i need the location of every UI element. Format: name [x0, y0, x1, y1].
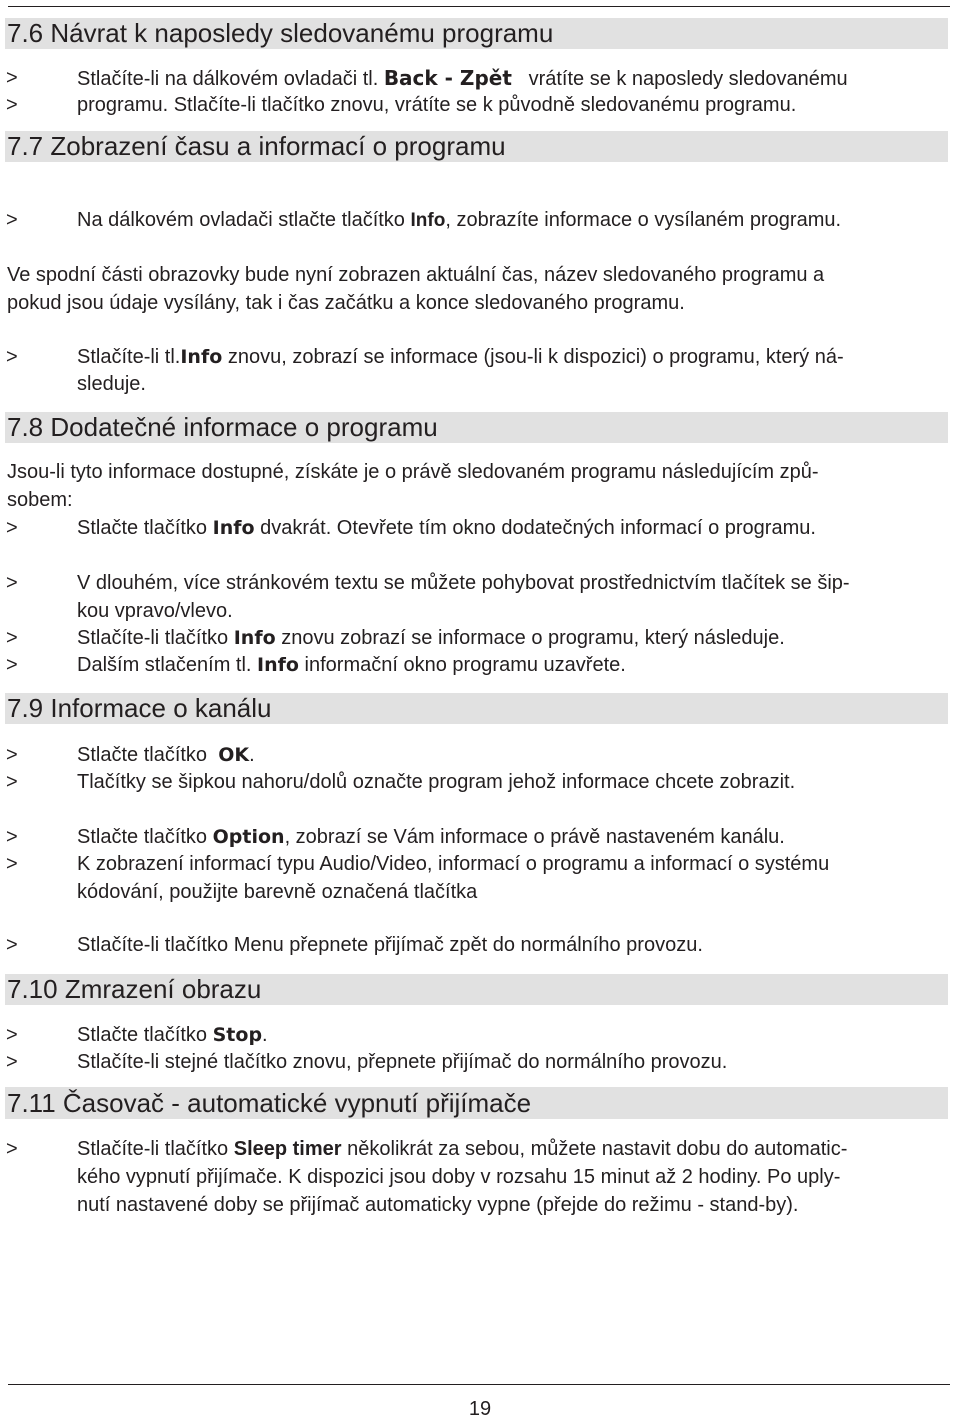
item-text: Na dálkovém ovladači stlačte tlačítko	[77, 209, 405, 231]
bullet-marker: >	[6, 346, 18, 368]
item-text: kódování, použijte barevně označená tlačítka	[77, 881, 478, 903]
item-text: .	[249, 744, 255, 766]
item-text: Stlačíte-li tlačítko	[77, 1138, 229, 1160]
bullet-marker: >	[6, 853, 18, 875]
section-heading-7-10: 7.10 Zmrazení obrazu	[5, 974, 948, 1005]
bullet-marker: >	[6, 1051, 18, 1073]
section-heading-7-8: 7.8 Dodatečné informace o programu	[5, 412, 948, 443]
button-name-info: Info	[410, 210, 446, 231]
item-text: programu. Stlačíte-li tlačítko znovu, vrátíte se k původně sledovanému programu.	[77, 94, 797, 116]
item-text: .	[262, 1024, 268, 1046]
bullet-marker: >	[6, 826, 18, 848]
button-name-info: Info	[257, 654, 299, 676]
bullet-marker: >	[6, 572, 18, 594]
item-text: vrátíte se k naposledy sledovanému	[528, 68, 848, 90]
item-text: Stlačte tlačítko	[77, 517, 208, 539]
item-text: Stlačíte-li stejné tlačítko znovu, přepnete přijímač do normálního provozu.	[77, 1051, 728, 1073]
item-text: V dlouhém, více stránkovém textu se můžete pohybovat prostřednictvím tlačítek se šip-	[77, 572, 850, 594]
paragraph	[7, 261, 947, 317]
button-name-info: Info	[180, 346, 223, 368]
button-name-info: Info	[233, 627, 276, 649]
item-text: , zobrazíte informace o vysílaném programu.	[445, 209, 842, 231]
paragraph-line: Ve spodní části obrazovky bude nyní zobrazen aktuální čas, název sledovaného programu a	[7, 264, 825, 286]
item-text: Stlačíte-li tlačítko Menu přepnete přijímač zpět do normálního provozu.	[77, 934, 703, 956]
bullet-marker: >	[6, 94, 18, 116]
bullet-marker: >	[6, 654, 18, 676]
item-text: Stlačte tlačítko	[77, 744, 208, 766]
paragraph-line: sobem:	[7, 489, 73, 511]
bullet-marker: >	[6, 771, 18, 793]
button-name-info: Info	[212, 517, 255, 539]
top-rule	[8, 6, 950, 7]
paragraph-line: pokud jsou údaje vysílány, tak i čas začátku a konce sledovaného programu.	[7, 292, 685, 314]
item-text: Dalším stlačením tl.	[77, 654, 252, 676]
item-text: kou vpravo/vlevo.	[77, 600, 233, 622]
item-text: Stlačte tlačítko	[77, 826, 208, 848]
bullet-marker: >	[6, 627, 18, 649]
bullet-marker: >	[6, 1024, 18, 1046]
button-name-option: Option	[212, 826, 285, 848]
section-heading-7-6: 7.6 Návrat k naposledy sledovanému programu	[5, 18, 948, 49]
item-text: Stlačte tlačítko	[77, 1024, 208, 1046]
item-text: , zobrazí se Vám informace o právě nastaveném kanálu.	[284, 826, 785, 848]
item-text: Stlačíte-li na dálkovém ovladači tl.	[77, 68, 379, 90]
item-text: sleduje.	[77, 373, 146, 395]
item-text: znovu, zobrazí se informace (jsou-li k dispozici) o programu, který ná-	[227, 346, 844, 368]
item-text: Stlačíte-li tlačítko	[77, 627, 229, 649]
item-text: kého vypnutí přijímače. K dispozici jsou doby v rozsahu 15 minut až 2 hodiny. Po uply-	[77, 1166, 841, 1188]
page-number: 19	[468, 1398, 492, 1420]
paragraph	[7, 458, 947, 514]
item-text: nutí nastavené doby se přijímač automaticky vypne (přejde do režimu - stand-by).	[77, 1194, 799, 1216]
bullet-marker: >	[6, 209, 18, 231]
section-heading-7-11: 7.11 Časovač - automatické vypnutí přijímače	[5, 1087, 948, 1119]
bullet-marker: >	[6, 67, 18, 89]
section-heading-7-9: 7.9 Informace o kanálu	[5, 693, 948, 724]
item-text: dvakrát. Otevřete tím okno dodatečných informací o programu.	[260, 517, 816, 539]
item-text: K zobrazení informací typu Audio/Video, informací o programu a informací o systému	[77, 853, 830, 875]
item-text: Stlačíte-li tl.	[77, 346, 181, 368]
bullet-marker: >	[6, 934, 18, 956]
button-name-ok: OK	[218, 744, 250, 766]
item-text: znovu zobrazí se informace o programu, který následuje.	[281, 627, 785, 649]
item-text: Tlačítky se šipkou nahoru/dolů označte program jehož informace chcete zobrazit.	[77, 771, 796, 793]
item-text: informační okno programu uzavřete.	[304, 654, 626, 676]
bullet-marker: >	[6, 1138, 18, 1160]
button-name-stop: Stop	[212, 1024, 263, 1046]
bottom-rule	[8, 1384, 950, 1385]
button-name-sleep-timer: Sleep timer	[233, 1138, 342, 1160]
item-text: několikrát za sebou, můžete nastavit dobu do automatic-	[347, 1138, 848, 1160]
paragraph-line: Jsou-li tyto informace dostupné, získáte je o právě sledovaném programu následujícím způ-	[7, 461, 819, 483]
bullet-marker: >	[6, 744, 18, 766]
section-heading-7-7: 7.7 Zobrazení času a informací o programu	[5, 131, 948, 162]
button-name-back: Back - Zpět	[383, 66, 512, 90]
bullet-marker: >	[6, 517, 18, 539]
